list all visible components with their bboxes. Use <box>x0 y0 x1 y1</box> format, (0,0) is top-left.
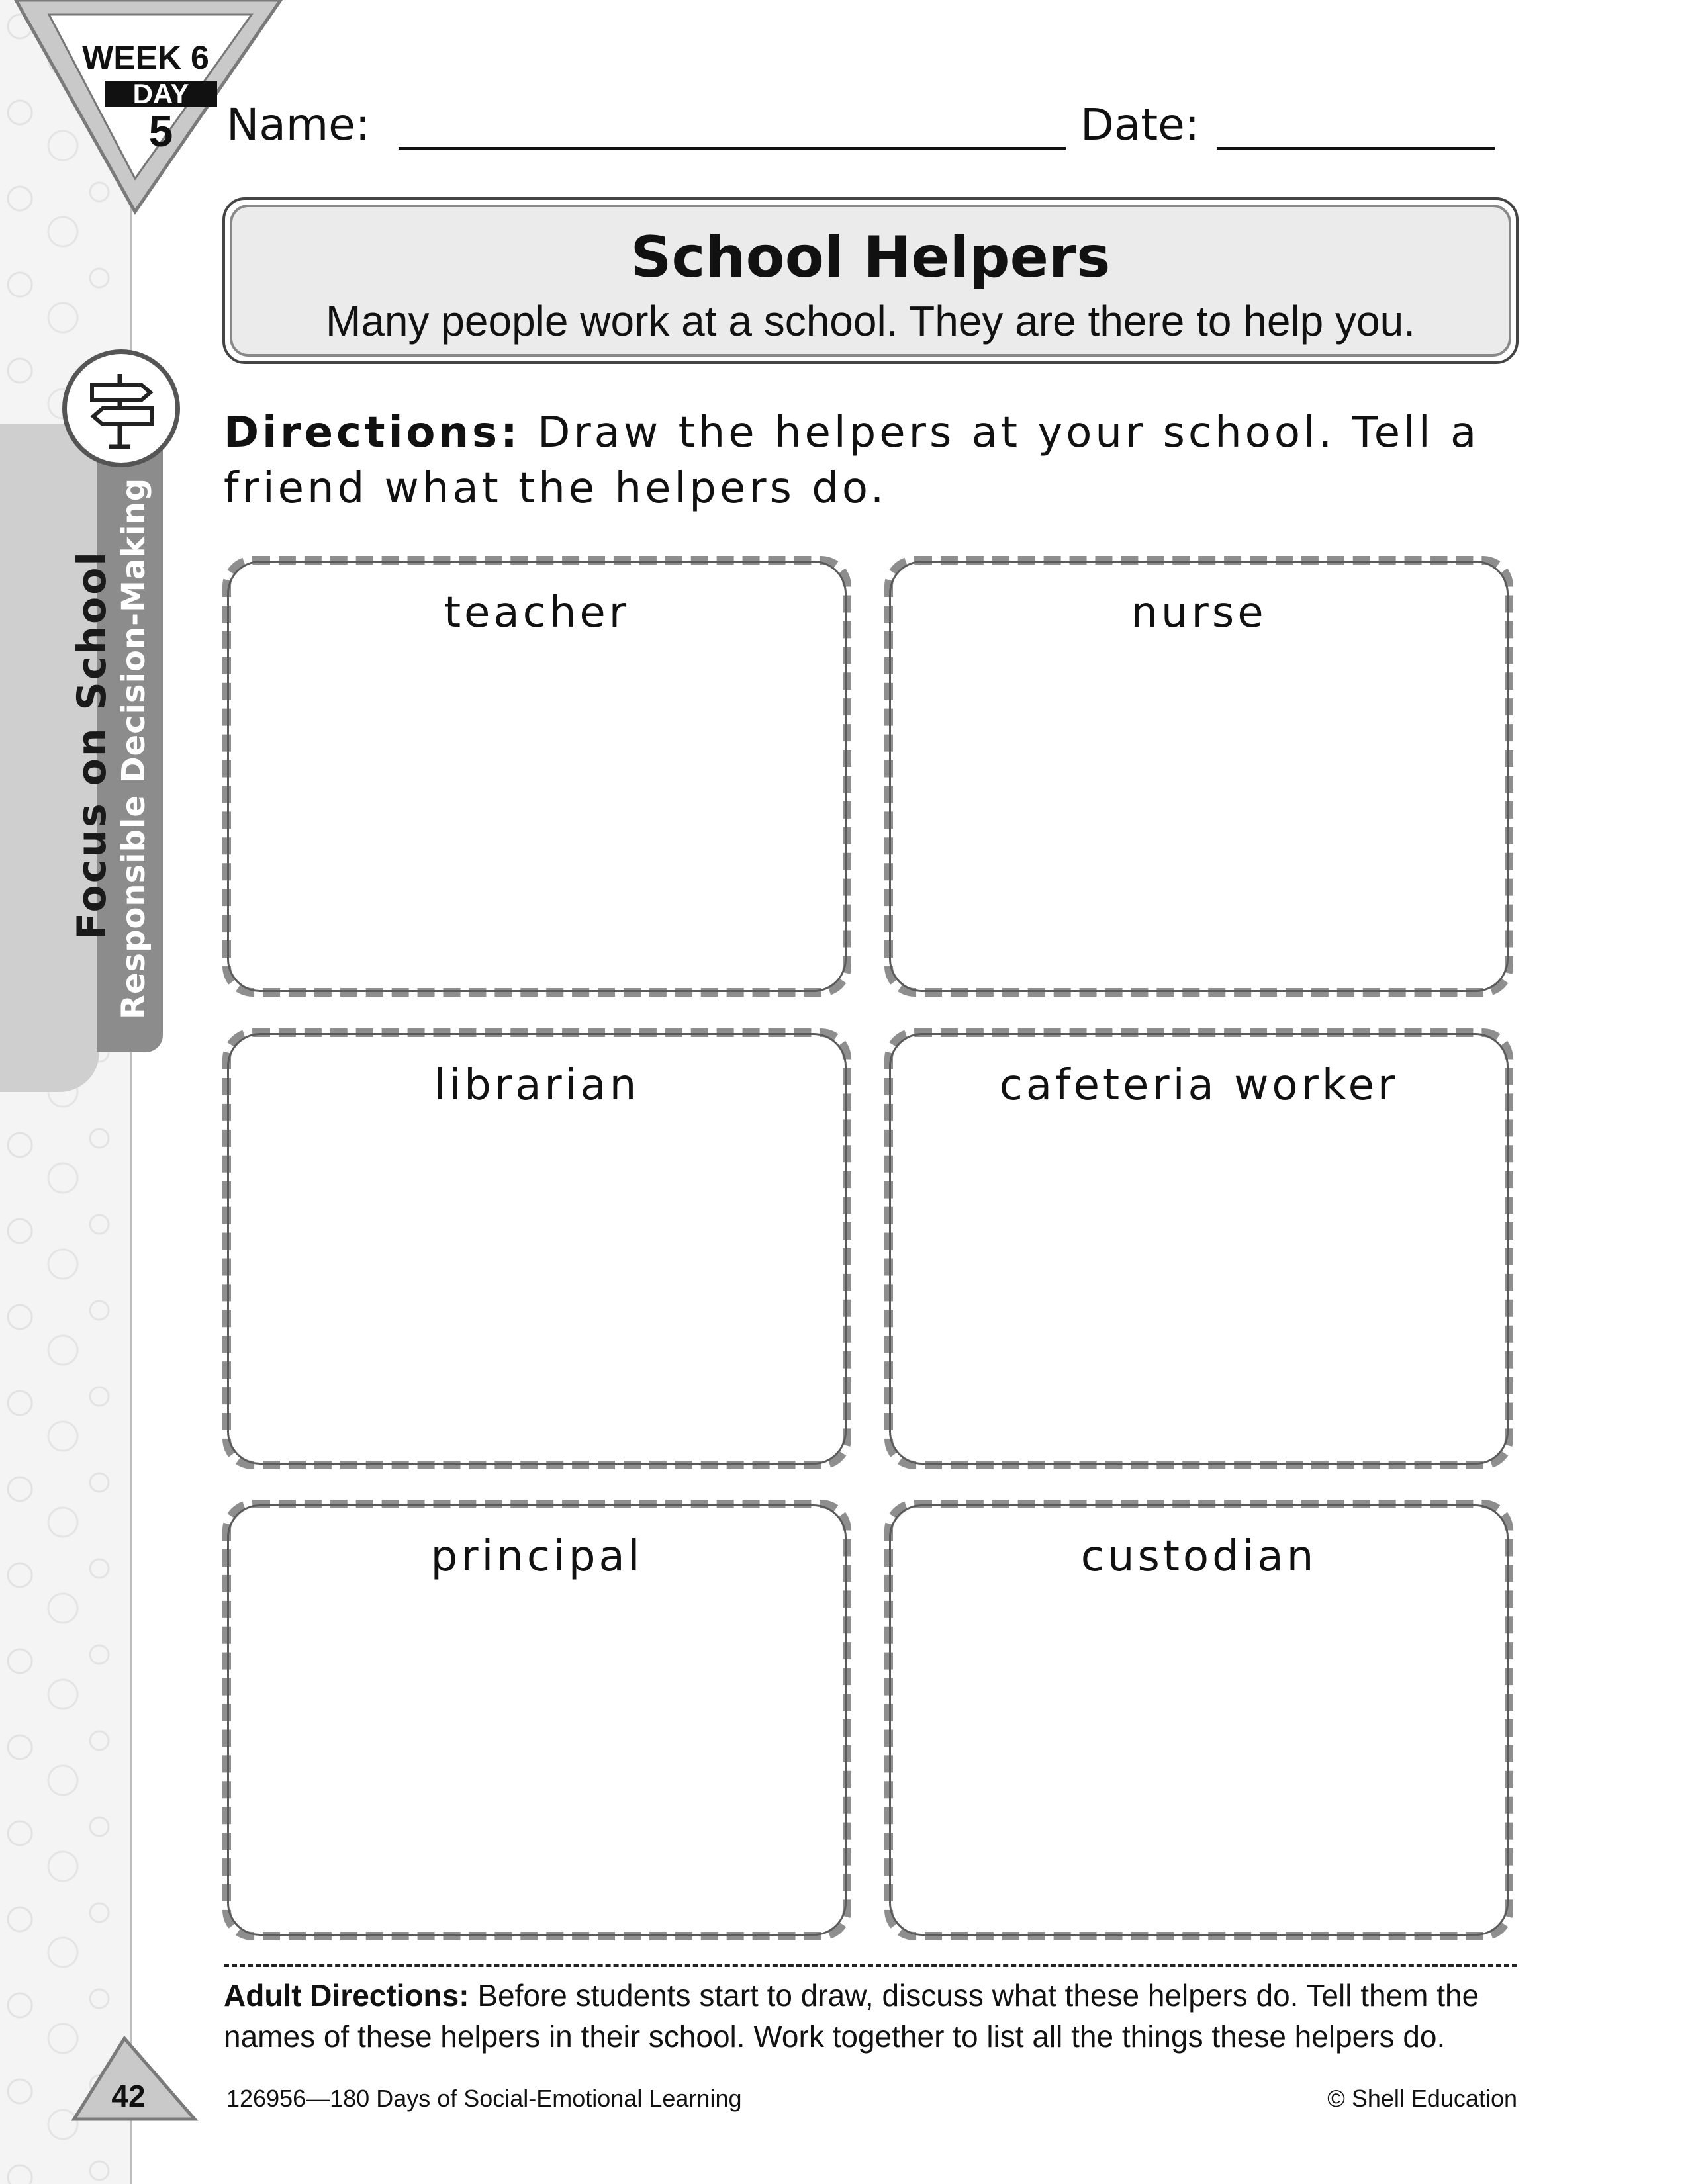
directions-text: Draw the helpers at your school. Tell a friend what the helpers do. <box>224 408 1480 513</box>
helper-box-principal <box>222 1500 851 1940</box>
helper-label: custodian <box>1080 1532 1317 1581</box>
decorative-side-pattern <box>0 0 130 2184</box>
helper-label: cafeteria worker <box>999 1061 1399 1110</box>
helper-label: teacher <box>444 588 630 637</box>
drawing-area[interactable] <box>244 651 829 975</box>
side-tab-competency: Responsible Decision-Making <box>115 477 152 1019</box>
helper-box-nurse <box>884 556 1513 997</box>
adult-directions-text: Before students start to draw, discuss what these helpers do. Tell them the names of these helpers in their school. Work together to list all the things these helpers do. <box>224 1978 1479 2054</box>
page-number: 42 <box>111 2079 146 2113</box>
adult-directions-lead: Adult Directions: <box>224 1978 469 2013</box>
directions-lead: Directions: <box>224 408 521 457</box>
helper-box-teacher <box>222 556 851 997</box>
page-subtitle: Many people work at a school. They are there to help you. <box>326 297 1415 345</box>
adult-directions <box>224 1975 1521 2057</box>
helper-label: principal <box>430 1532 643 1581</box>
week-label: WEEK 6 <box>82 39 209 76</box>
date-field[interactable] <box>1217 147 1495 150</box>
side-tab-topic: Focus on School <box>69 550 115 940</box>
page-title: School Helpers <box>630 224 1111 291</box>
drawing-area[interactable] <box>906 651 1491 975</box>
drawing-area[interactable] <box>906 1594 1491 1919</box>
name-label: Name: <box>226 99 370 150</box>
helper-box-librarian <box>222 1028 851 1469</box>
dashed-divider <box>224 1964 1517 1967</box>
name-field[interactable] <box>399 147 1066 150</box>
date-label: Date: <box>1080 99 1199 150</box>
helper-label: librarian <box>434 1061 640 1110</box>
footer-book-title: 126956—180 Days of Social-Emotional Learning <box>226 2085 742 2112</box>
drawing-area[interactable] <box>244 1594 829 1919</box>
day-label: DAY <box>105 81 217 107</box>
signpost-icon <box>62 349 180 467</box>
helper-box-custodian <box>884 1500 1513 1940</box>
directions <box>224 405 1515 516</box>
day-number: 5 <box>148 107 173 156</box>
helper-box-cafeteria-worker <box>884 1028 1513 1469</box>
side-divider <box>130 0 132 2184</box>
helper-label: nurse <box>1131 588 1267 637</box>
title-panel <box>230 205 1511 357</box>
drawing-area[interactable] <box>906 1123 1491 1447</box>
title-box <box>222 197 1519 364</box>
footer-copyright: © Shell Education <box>1327 2085 1517 2112</box>
drawing-area[interactable] <box>244 1123 829 1447</box>
